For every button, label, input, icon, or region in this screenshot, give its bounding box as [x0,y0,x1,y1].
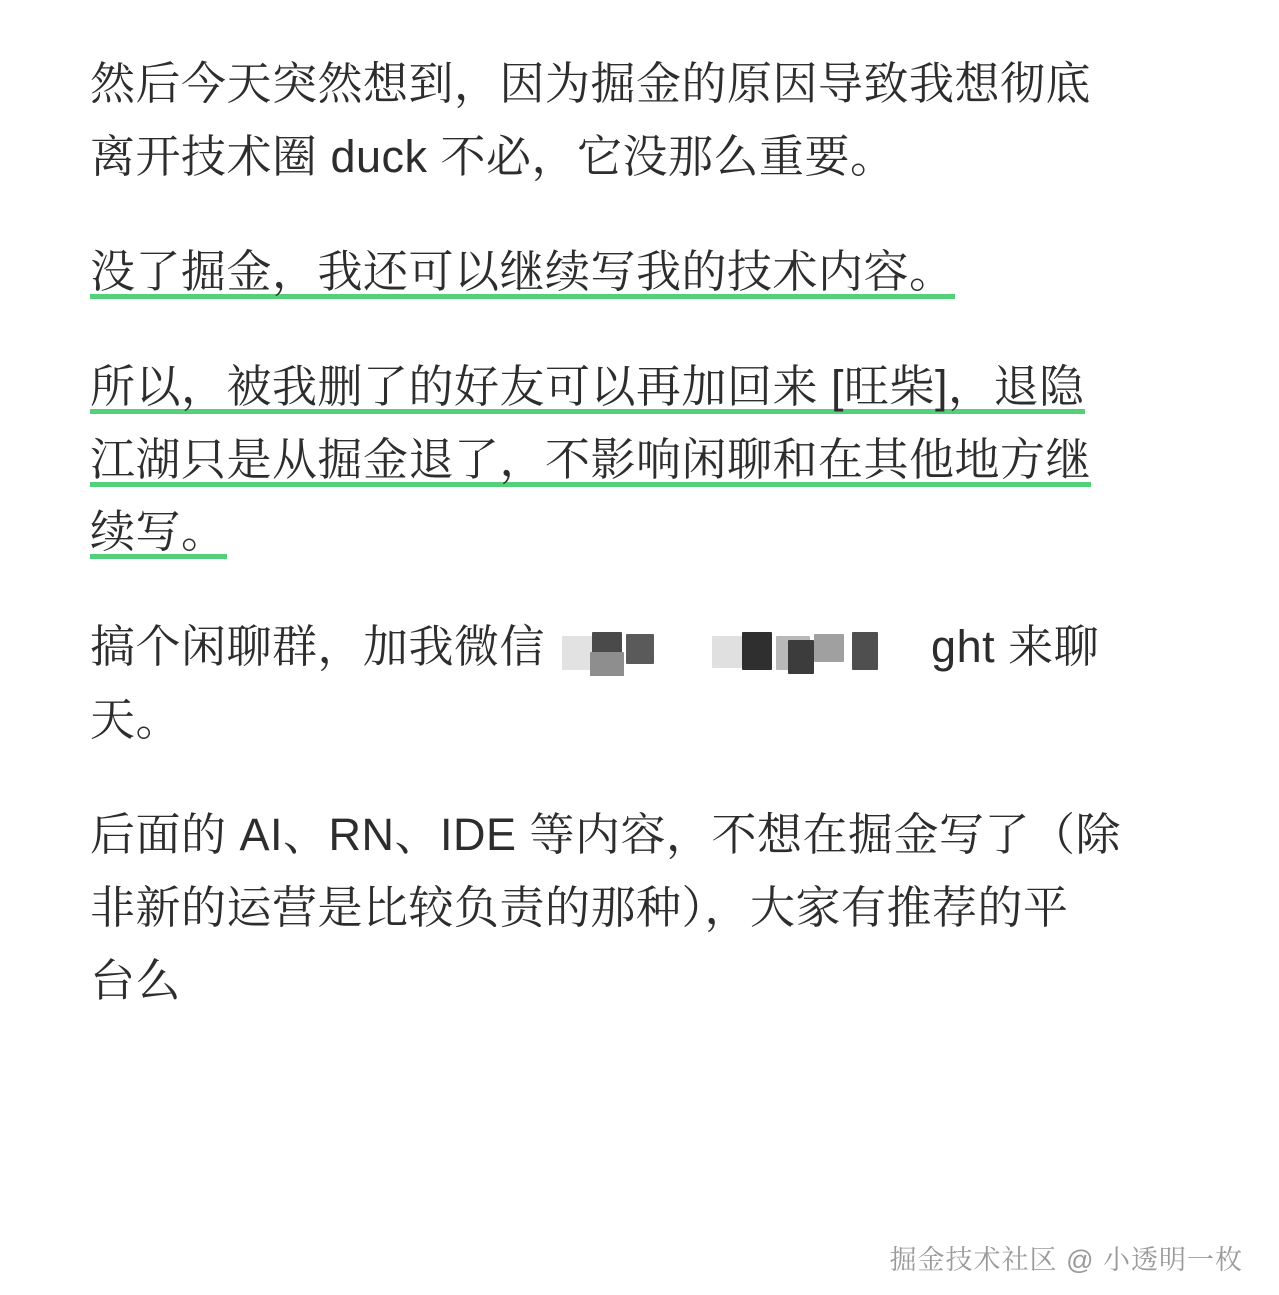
redact-block [852,632,878,670]
redact-block [742,632,772,670]
paragraph-5 [90,799,1189,1018]
redact-block [788,640,814,674]
paragraph-1-line-2: 离开技术圈 duck 不必，它没那么重要。 [90,130,896,182]
watermark [890,1238,1243,1277]
paragraph-5-line-3: 台么 [90,954,182,1006]
paragraph-4 [90,611,1189,757]
paragraph-3-line-1: 所以，被我删了的好友可以再加回来 [旺柴]，退隐 [90,360,1085,412]
redacted-wechat-id [562,630,914,676]
paragraph-2 [90,236,1189,309]
paragraph-4-line-1: 搞个闲聊群，加我微信 [90,621,546,673]
redact-block [626,634,654,664]
redact-block [590,652,624,676]
paragraph-2-line-1: 没了掘金，我还可以继续写我的技术内容。 [90,245,955,297]
paragraph-3-line-3: 续写。 [90,506,227,558]
redact-block [814,634,844,662]
paragraph-3-line-3-wrap [90,496,1189,569]
redact-block [712,636,742,668]
paragraph-5-line-2: 非新的运营是比较负责的那种），大家有推荐的平 [90,882,1069,934]
paragraph-4-line-1-wrap [90,611,1189,684]
paragraph-1-line-1: 然后今天突然想到，因为掘金的原因导致我想彻底 [90,58,1092,109]
watermark-author: @ 小透明一枚 [1066,1245,1243,1275]
paragraph-3-line-1-wrap [90,351,1189,424]
paragraph-3-line-2: 江湖只是从掘金退了，不影响闲聊和在其他地方继 [90,433,1092,485]
paragraph-4-line-2: ght 来聊 [931,621,1100,673]
watermark-source: 掘金技术社区 [889,1245,1058,1275]
paragraph-4-line-3: 天。 [90,694,182,746]
paragraph-1 [90,48,1189,194]
paragraph-3-line-2-wrap [90,424,1189,497]
paragraph-3 [90,351,1189,570]
paragraph-5-line-1: 后面的 AI、RN、IDE 等内容，不想在掘金写了（除 [90,809,1122,861]
